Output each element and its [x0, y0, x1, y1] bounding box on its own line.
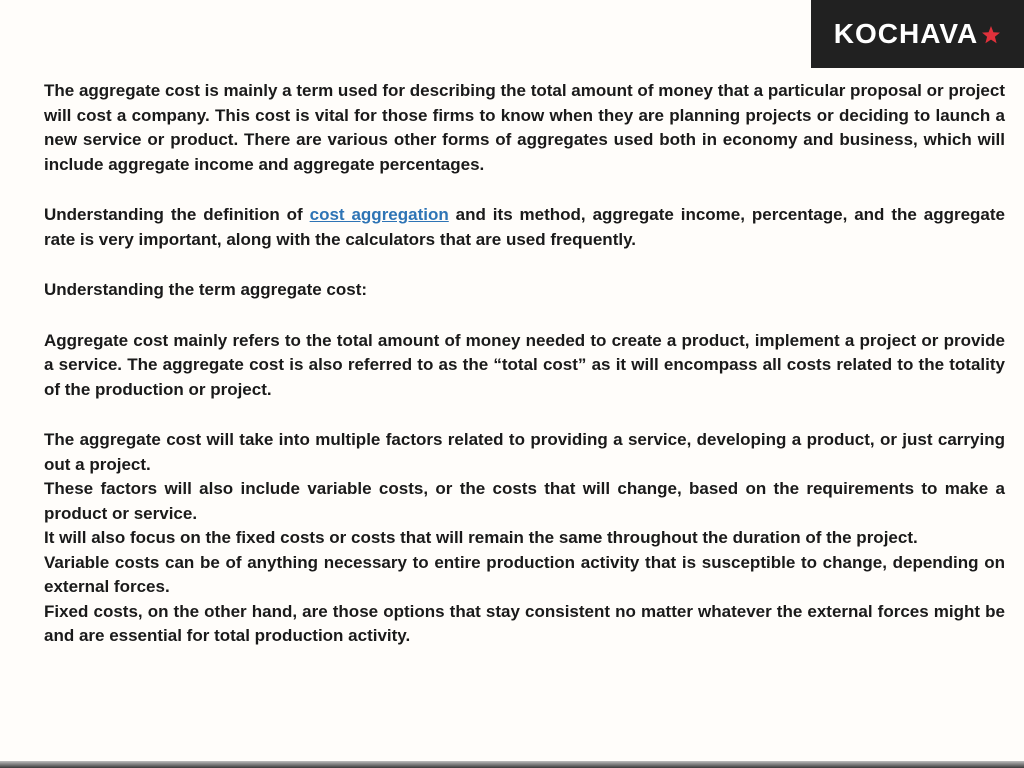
- star-icon: [981, 25, 1001, 45]
- paragraph-variable-costs: These factors will also include variable costs, or the costs that will change, based on the requirements to make a product or service.: [44, 479, 1005, 523]
- section-heading: Understanding the term aggregate cost:: [44, 280, 368, 299]
- paragraph-variable-definition: Variable costs can be of anything necessary to entire production activity that is susceptible to change, depending on external forces.: [44, 552, 1005, 596]
- article-body: [44, 79, 1005, 649]
- paragraph-fixed-costs-focus: It will also focus on the fixed costs or costs that will remain the same throughout the duration of the project.: [44, 528, 918, 547]
- cost-aggregation-link[interactable]: cost aggregation: [309, 205, 449, 224]
- bottom-divider: [0, 761, 1024, 768]
- paragraph-factors: The aggregate cost will take into multiple factors related to providing a service, developing a product, or just carrying out a project.: [44, 430, 1005, 474]
- kochava-logo: [811, 0, 1024, 68]
- paragraph-intro: The aggregate cost is mainly a term used for describing the total amount of money that a particular proposal or project will cost a company. This cost is vital for those firms to know when they are planning projects or deciding to launch a new service or product. There are various other forms of aggregates used both in economy and business, which will include aggregate income and aggregate percentages.: [44, 81, 1005, 174]
- paragraph-definition: [44, 203, 1005, 252]
- paragraph-definition-end: and its method, aggregate income, percentage, and the aggregate rate is very important, along with the calculators that are used frequently.: [44, 205, 1005, 249]
- logo-text: KOCHAVA: [833, 18, 979, 49]
- paragraph-aggregate-cost: Aggregate cost mainly refers to the total amount of money needed to create a product, implement a project or provide a service. The aggregate cost is also referred to as the “total cost” as it will encompass all costs related to the totality of the production or project.: [44, 330, 1005, 399]
- paragraph-fixed-definition: Fixed costs, on the other hand, are those options that stay consistent no matter whatever the external forces might be and are essential for total production activity.: [44, 601, 1005, 645]
- paragraph-definition-start: Understanding the definition of: [44, 205, 310, 224]
